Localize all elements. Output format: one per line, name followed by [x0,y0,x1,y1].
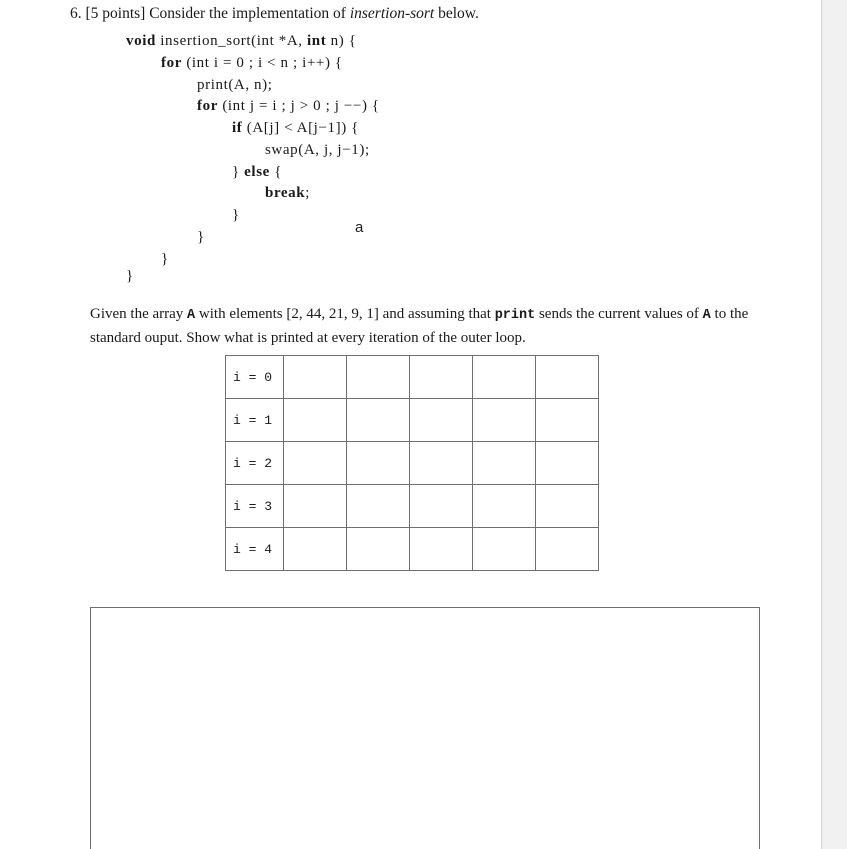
answer-cell[interactable] [536,485,599,528]
row-label: i = 3 [226,485,284,528]
scrollbar-track[interactable] [822,0,847,849]
answer-cell[interactable] [410,442,473,485]
print-keyword: print [494,308,536,323]
question-emphasis: insertion-sort [349,5,435,22]
answer-box[interactable] [90,607,760,849]
table-row [226,399,599,442]
array-name-2: A [702,308,711,323]
array-name: A [187,308,196,323]
answer-cell[interactable] [536,399,599,442]
answer-cell[interactable] [410,485,473,528]
row-label: i = 4 [226,528,284,571]
answer-cell[interactable] [347,399,410,442]
answer-cell[interactable] [284,485,347,528]
row-label: i = 1 [226,399,284,442]
question-header [70,5,479,23]
answer-cell[interactable] [473,399,536,442]
code-brace-outer-for: } [161,251,169,267]
answer-cell[interactable] [473,356,536,399]
instructions-paragraph: Given the array A with elements [2, 44, 21, 9, 1] and assuming that print sends the current values of A to the standard ouput. Show what is printed at every iteration of the outer loop. [90,306,749,346]
question-points: [5 points] [85,5,146,22]
answer-table [225,355,599,571]
code-brace-function: } [126,268,134,284]
question-text-end: below. [438,5,479,22]
answer-cell[interactable] [284,356,347,399]
answer-cell[interactable] [410,528,473,571]
code-line-5: if (A[j] < A[j−1]) { [232,120,359,136]
code-brace-if: } [232,207,240,223]
row-label: i = 0 [226,356,284,399]
code-line-6: swap(A, j, j−1); [265,142,370,158]
answer-cell[interactable] [347,528,410,571]
answer-cell[interactable] [410,356,473,399]
answer-cell[interactable] [536,528,599,571]
table-row [226,356,599,399]
answer-cell[interactable] [284,442,347,485]
code-line-3: print(A, n); [197,77,273,93]
answer-cell[interactable] [284,399,347,442]
answer-cell[interactable] [473,528,536,571]
code-line-1: void insertion_sort(int *A, int n) { [126,33,357,49]
code-line-2: for (int i = 0 ; i < n ; i++) { [161,55,343,71]
answer-cell[interactable] [536,356,599,399]
question-text: Consider the implementation of [149,5,346,22]
row-label: i = 2 [226,442,284,485]
answer-cell[interactable] [347,485,410,528]
answer-cell[interactable] [410,399,473,442]
table-row [226,485,599,528]
answer-cell[interactable] [347,442,410,485]
answer-cell[interactable] [347,356,410,399]
question-number: 6. [70,5,82,22]
code-brace-inner-for: } [197,229,205,245]
answer-cell[interactable] [536,442,599,485]
table-row [226,442,599,485]
stray-annotation: a [355,219,364,236]
answer-cell[interactable] [284,528,347,571]
code-line-7: } else { [232,164,283,180]
answer-cell[interactable] [473,442,536,485]
code-line-4: for (int j = i ; j > 0 ; j −−) { [197,98,380,114]
table-row [226,528,599,571]
answer-cell[interactable] [473,485,536,528]
code-line-8: break; [265,185,311,201]
